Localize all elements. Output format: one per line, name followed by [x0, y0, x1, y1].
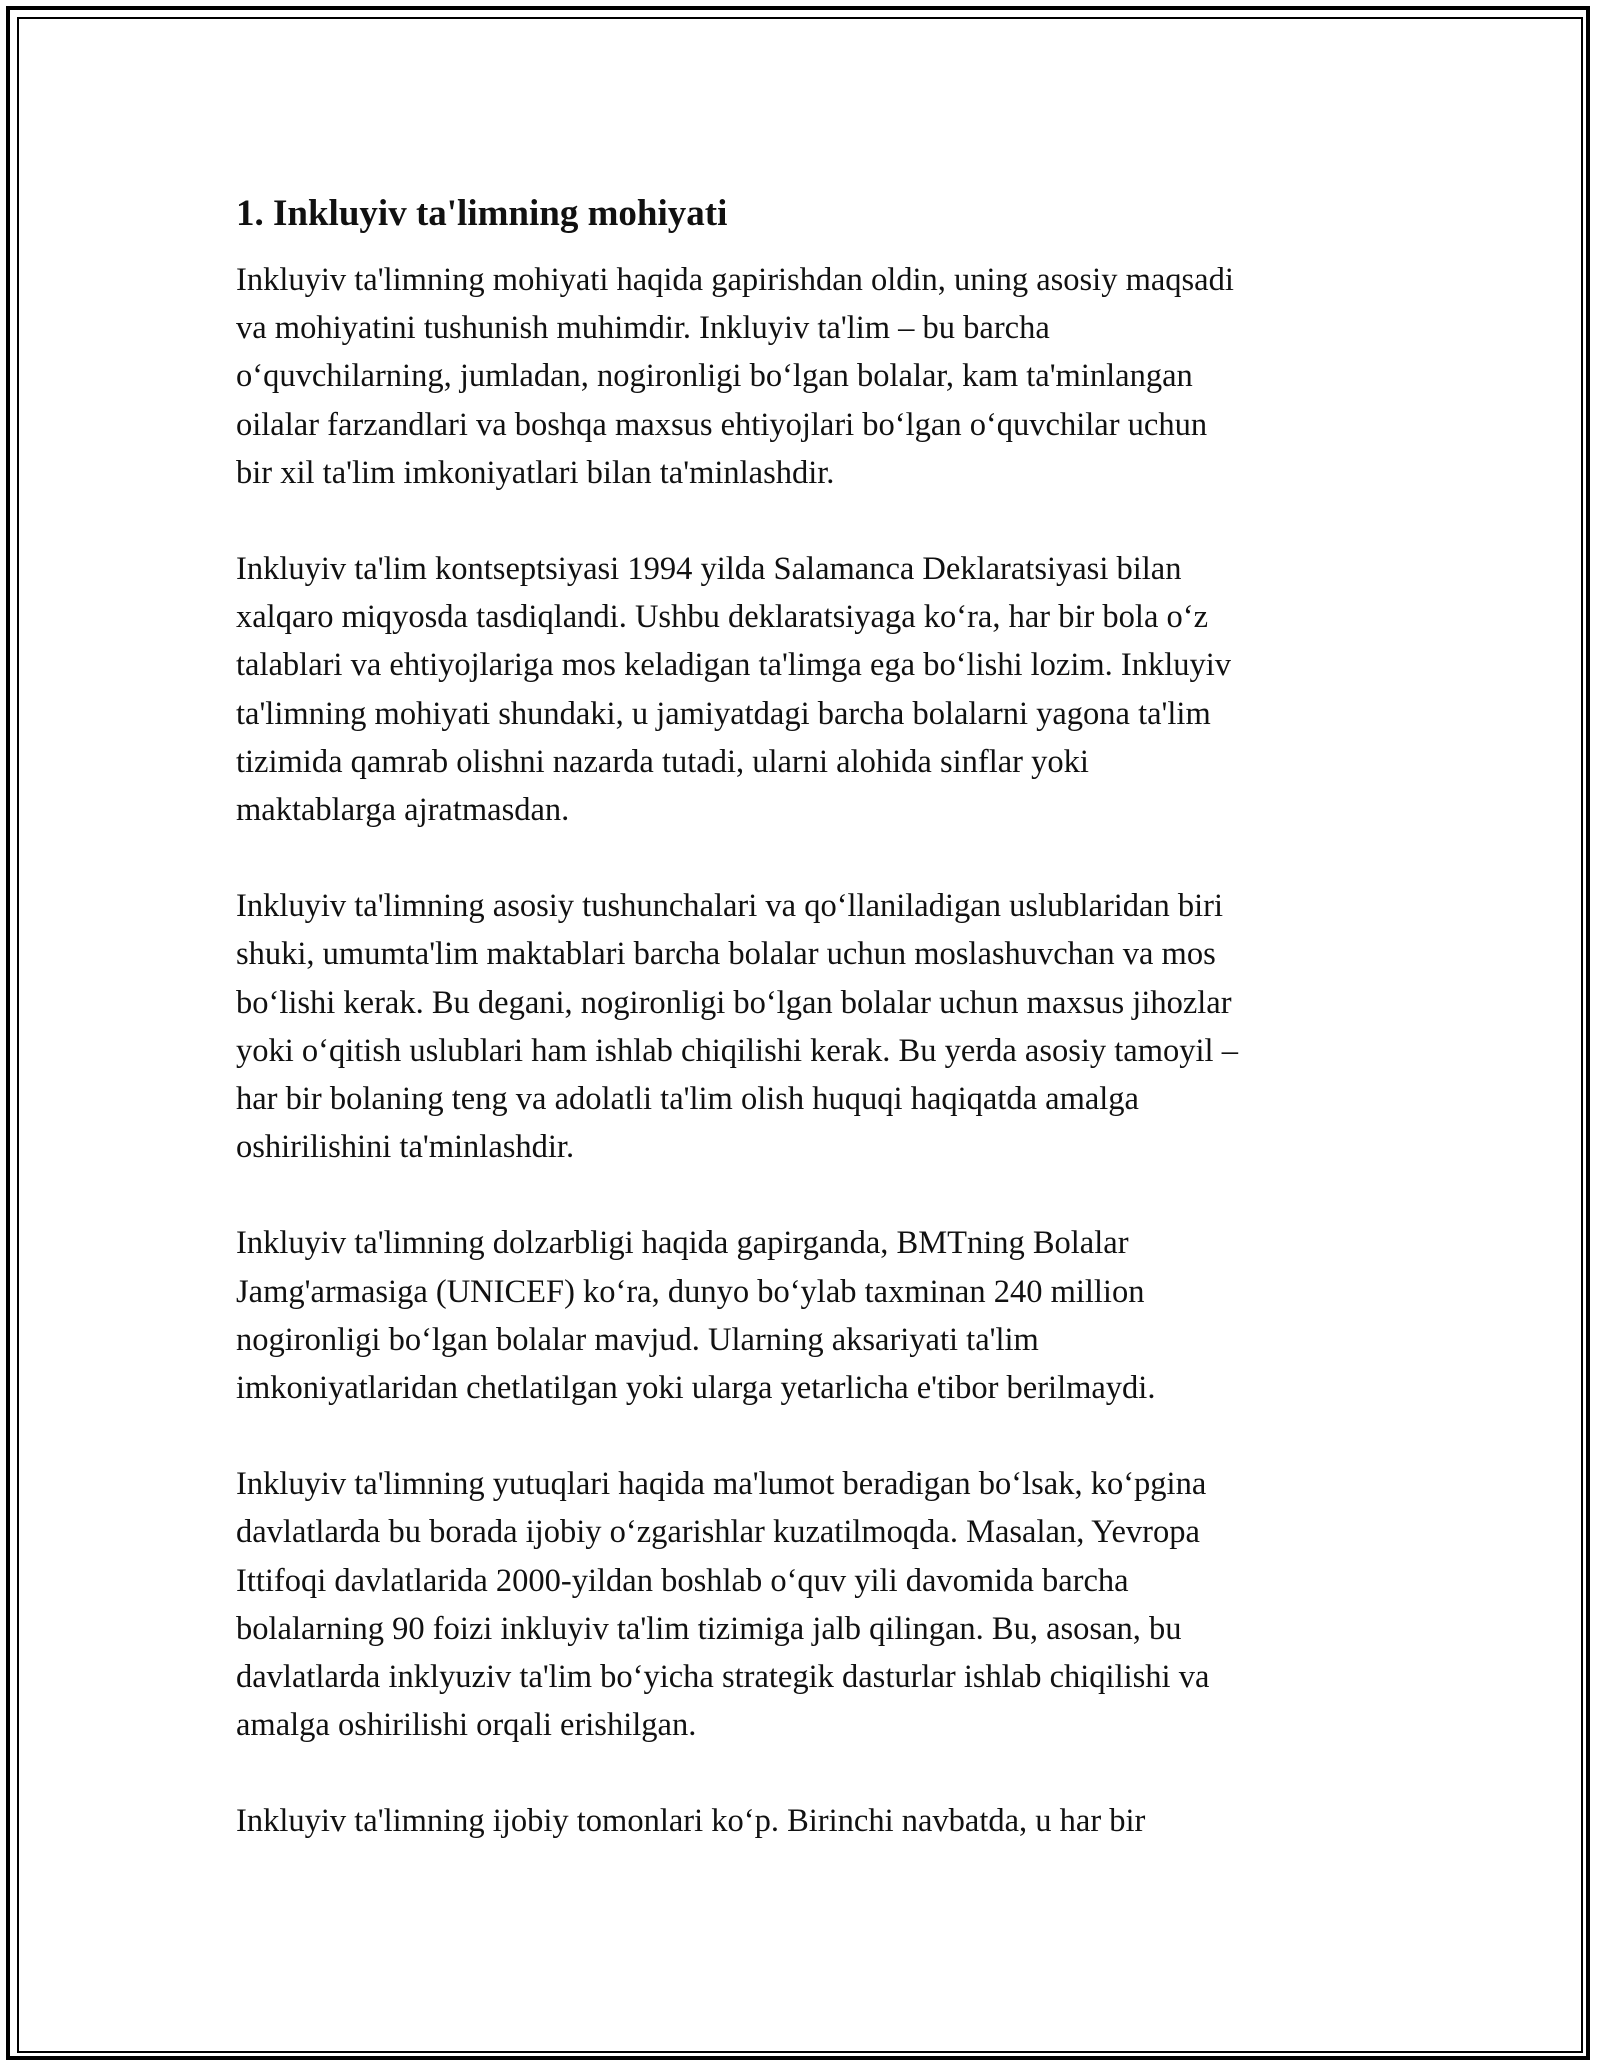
document-body	[236, 186, 1386, 1894]
paragraph-5: Inkluyiv ta'limning yutuqlari haqida ma'lumot beradigan bo‘lsak, ko‘pgina davlatlarda bu borada ijobiy o‘zgarishlar kuzatilmoqda. Masalan, Yevropa Ittifoqi davlatlarida 2000-yildan boshlab o‘quv yili davomida barcha bolalarning 90 foizi inkluyiv ta'lim tizimiga jalb qilingan. Bu, asosan, bu davlatlarda inklyuziv ta'lim bo‘yicha strategik dasturlar ishlab chiqilishi va amalga oshirilishi orqali erishilgan.	[236, 1466, 1210, 1744]
section-heading: 1. Inkluyiv ta'limning mohiyati	[236, 193, 728, 234]
paragraph-4: Inkluyiv ta'limning dolzarbligi haqida gapirganda, BMTning Bolalar Jamg'armasiga (UNICEF) ko‘ra, dunyo bo‘ylab taxminan 240 million nogironligi bo‘lgan bolalar mavjud. Ularning aksariyati ta'lim imkoniyatlaridan chetlatilgan yoki ularga yetarlicha e'tibor berilmaydi.	[236, 1225, 1156, 1407]
paragraph-2: Inkluyiv ta'lim kontseptsiyasi 1994 yilda Salamanca Deklaratsiyasi bilan xalqaro miqyosda tasdiqlandi. Ushbu deklaratsiyaga ko‘ra, har bir bola o‘z talablari va ehtiyojlariga mos keladigan ta'limga ega bo‘lishi lozim. Inkluyiv ta'limning mohiyati shundaki, u jamiyatdagi barcha bolalarni yagona ta'lim tizimida qamrab olishni nazarda tutadi, ularni alohida sinflar yoki maktablarga ajratmasdan.	[236, 551, 1232, 829]
paragraph-6: Inkluyiv ta'limning ijobiy tomonlari ko‘p. Birinchi navbatda, u har bir	[236, 1803, 1146, 1840]
paragraph-1: Inkluyiv ta'limning mohiyati haqida gapirishdan oldin, uning asosiy maqsadi va mohiyatini tushunish muhimdir. Inkluyiv ta'lim – bu barcha o‘quvchilarning, jumladan, nogironligi bo‘lgan bolalar, kam ta'minlangan oilalar farzandlari va boshqa maxsus ehtiyojlari bo‘lgan o‘quvchilar uchun bir xil ta'lim imkoniyatlari bilan ta'minlashdir.	[236, 262, 1234, 491]
paragraph-3: Inkluyiv ta'limning asosiy tushunchalari va qo‘llaniladigan uslublaridan biri shuki, umumta'lim maktablari barcha bolalar uchun moslashuvchan va mos bo‘lishi kerak. Bu degani, nogironligi bo‘lgan bolalar uchun maxsus jihozlar yoki o‘qitish uslublari ham ishlab chiqilishi kerak. Bu yerda asosiy tamoyil – har bir bolaning teng va adolatli ta'lim olish huquqi haqiqatda amalga oshirilishini ta'minlashdir.	[236, 888, 1238, 1166]
